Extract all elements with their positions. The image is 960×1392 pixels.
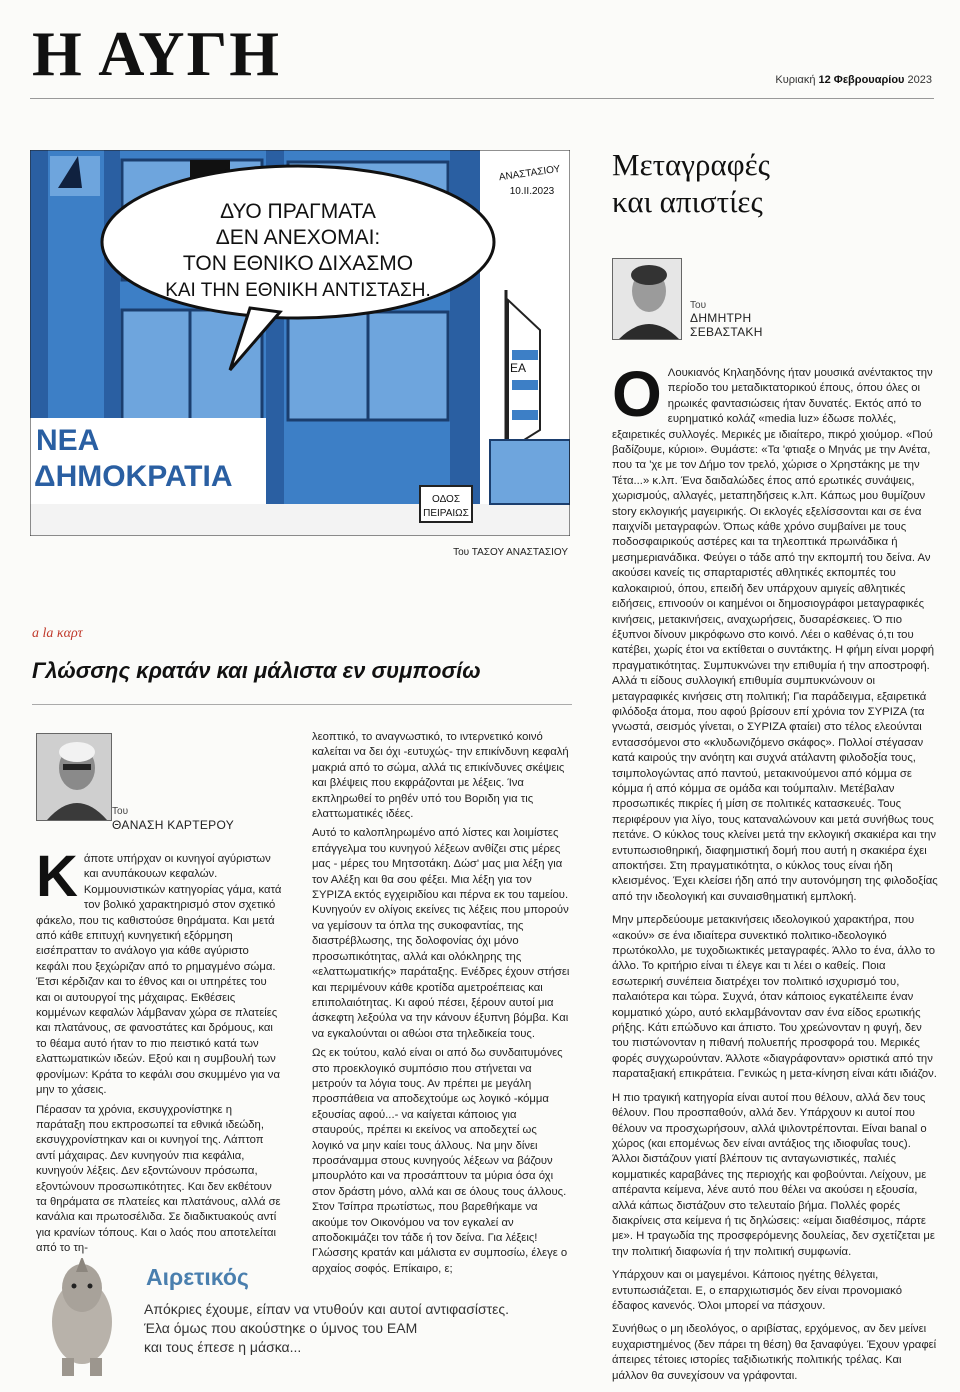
paragraph: Συνήθως ο μη ιδεολόγος, ο αριβίστας, ερχόμενος, αν δεν μείνει ευχαριστημένος (δεν πάρει τη θέση) θα ξαναφύγει. Έχουν γραφεί άπειρες τέτοιες ιστορίες ταξιδιωτικής πολιτικής τρέλας. Και μάλλον θα συνεχίσουν να γράφονται. <box>612 1323 937 1382</box>
author-portrait <box>613 259 681 339</box>
masthead-logo: Η ΑΥΓΗ <box>32 18 281 89</box>
cartoon-credit-pre: Του <box>453 547 470 558</box>
article-left-col2 <box>312 730 570 1281</box>
author-photo-karteros <box>36 733 112 821</box>
cartoon-signature-date: 10.II.2023 <box>509 186 555 197</box>
masthead-rule <box>30 98 934 99</box>
speech-line-2: ΔΕΝ ΑΝΕΧΟΜΑΙ: <box>215 226 381 249</box>
cartoon-drawing <box>30 150 570 536</box>
article-left-col1 <box>36 844 284 1261</box>
paragraph: λεοπτικό, το αναγνωστικό, το ιντερνετικό κοινό καλείται να δει όχι -ευτυχώς- την επικίνδυνη κεφαλή μακριά από το σώμα, αλλά τις επικίνδυνες σκέψεις και βλέψεις που εκφράζονται με λέξεις. Ίνα εκπληρωθεί το ρηθέν υπό του Βοριδη για τις ελαττωματικές ιδέες. <box>312 731 569 821</box>
paragraph: Η πιο τραγική κατηγορία είναι αυτοί που θέλουν, αλλά δεν τους θέλουν. Που προσπαθούν, αλλά δεν. Υπάρχουν κι αυτοί που θέλουν να προσχωρήσουν, αλλά ψιλοντρέπονται. Είναι banal ο χώρος (και επομένως δεν είναι αντάξιος της ιδιοφυΐας τους). Άλλοι διστάζουν γιατί βλέπουν τις ανταγωνιστικές, παλιές κομματικές καραβάνες της περιοχής και φοβούνται. Λείχουν, με απέραντα κείμενα, λένε αυτό που θέλει να ακούσει η εξουσία, αλλά κάπως διστάζουν στο τελευταίο βήμα. Πολλές φορές διακρίνεις στα κείμενα ή τις δηλώσεις: «είμαι διαθέσιμος, πάρτε με». Η τραγωδία της προσφερόμενης δουλείας, δεν σχετίζεται με την πολιτική διαφωνία ή την πολιτική συμφωνία. <box>612 1091 935 1258</box>
cartoon-credit <box>440 547 568 558</box>
sign-line-1: ΝΕΑ <box>36 424 100 457</box>
byline-name <box>690 311 763 339</box>
speech-line-1: ΔΥΟ ΠΡΑΓΜΑΤΑ <box>220 200 376 223</box>
airetikos-title: Αιρετικός <box>146 1264 249 1290</box>
airetikos-text <box>144 1300 564 1357</box>
dropcap: Ο <box>612 358 662 430</box>
byline-name-line-2: ΣΕΒΑΣΤΑΚΗ <box>690 325 763 339</box>
author-photo-sevastakis <box>612 258 682 340</box>
article-headline: Γλώσσης κρατάν και μάλιστα εν συμποσίω <box>32 658 481 683</box>
date-date: 12 Φεβρουαρίου <box>818 74 905 86</box>
sign-line-2: ΔΗΜΟΚΡΑΤΙΑ <box>34 460 233 493</box>
byline-pre: Του <box>112 806 129 817</box>
title-line-2: και απιστίες <box>612 184 763 219</box>
editorial-cartoon <box>30 150 570 536</box>
article-right-body <box>612 358 938 1392</box>
author-portrait <box>37 734 111 820</box>
speech-line-4: ΚΑΙ ΤΗΝ ΕΘΝΙΚΗ ΑΝΤΙΣΤΑΣΗ. <box>165 280 431 301</box>
date-day: Κυριακή <box>775 74 816 86</box>
paragraph-text: άποτε υπήρχαν οι κυνηγοί αγύριστων και ανυπάκουων κεφαλών. Κομμουνιστικών κατηγορίας γάμα, κατά τον βολικό χαρακτηρισμό στον σχετικό φάκελο, που τις καθιστούσε θηράματα. Και μετά από κάθε επιτυχή κυνηγετική εξόρμηση εισέπρατταν το ανάλογο για κάθε αγύριστο κεφάλι που ξεχώριζαν από το ρημαγμένο σώμα. Έτσι κέρδιζαν και το έθνος και οι υπηρέτες του και οι αυτουργοί της μάχαιρας. Εκθέσεις κομμένων κεφαλών λάμβαναν χώρα σε πλατείες και πλατάνους, σε φανοστάτες και δρόμους, και το θέαμα αυτό ήταν το πιο πειστικό κατά των ελαττωματικών ιδεών. Εξού και η συμβουλή των φρονίμων: Κράτα το κεφάλι σου σκυμμένο για να μην το χάσεις. <box>36 853 282 1097</box>
byline-name-line-1: ΔΗΜΗΤΡΗ <box>690 311 752 325</box>
paragraph-text: Λουκιανός Κηλαηδόνης ήταν μουσικά ανέντακτος την περίοδο του μεταδικτατορικού έπους, όπου όλες οι ηρωικές φαντασιώσεις ήταν δυνατές. Εκτός από το ευρηματικό κολάζ «media luz» έδωσε πολλές, εξαιρετικές συλλογές. Μερικές με ιδιαίτερο, πικρό χιούμορ. «Πού βαδίζουμε, κύριοι». Θυμάστε: «Τα 'φτιαξε ο Μηνάς με την Ανέτα, που τα 'χε με τον Δήμο τον τρελό, χώρισε ο Χρηστάκης με την Τέτα...» κ.λπ. Ένα δαιδαλώδες έπος από ερωτικές συνάψεις, χωρισμούς, αλλαγές, μεταπηδήσεις κ.λπ. Κάπως μου θυμίζουν story εκλογικής μαγειρικής. Οι εκλογές εξελίσσονται και σε ένα παιχνίδι μεταγραφών. Όπως κάθε χρόνο συμβαίνει με τους ποδοσφαιρικούς αστέρες και τα τηλεοπτικά πρωινάδικα ή μεσημεριανάδικα. Φεύγει ο τάδε από την εκπομπή του δείνα. Αν ακούσει κανείς τις σπαρταριστές αθλητικές εκπομπές του καλοκαιριού, όπου, επειδή δεν υπάρχουν αμιγείς αθλητικές ειδήσεις, επινοούν οι καημένοι οι δημοσιογράφοι μεταγραφικές κινήσεις, μετακινήσεις, αναχωρήσεις, δυσαρέσκειες. Ό πιο έξυπνοι δίνουν μικρόφωνο στο κοινό. Λέει ο καθένας ό,τι του κατέβει, χωρίς έτοι να εκτίθεται ο συντάκτης. Η φήμη είναι μορφή πραγματικότητας. Συμπυκνώνει την επιθυμία ή την αποστροφή. Αλλά τι είδους συλλογική επιθυμία συμπυκνώνουν οι μεταγραφικές κινήσεις στη πολιτική; Για παράδειγμα, εξαιρετικά φιλόδοξα άτομα, που αφού βρίσουν επί χρόνια τον ΣΥΡΙΖΑ (τα γνωστά, σεισμός γίνεται, ο ΣΥΡΙΖΑ φταίει) στο τέλος ελεούνται εντασσόμενοι στο «κλυδωνιζόμενο σκάφος». Πολλοί στέγασαν κατά καιρούς την ανόητη και συχνά ατάλαντη φιλοδοξία τους, τσιμπολογώντας από παντού, μετακινούμενοι από κόμμα σε κόμμα ή από κόμμα σε ομάδα και τούμπαλιν. Μετέβαλαν προσωπικές πικρίες ή μίση σε πολιτικές κατασκευές. Τους περιφέρουν για λίγο, τους καταναλώνουν και μετά συνήθως τους πετάνε. Ο κύκλος τους κλείνει μετά την εκλογική σκακιέρα και την εντυπωσιοθηρική, διαφημιστική δομή που αυτή η σκακιέρα έχει αποκτήσει. Στη πραγματικότητα, ο κύκλος τους είναι ήδη κλεισμένος. Έχει κλείσει ήδη από την αυτονόμηση της φιλοδοξίας από την ιδεολογική και συναισθηματική εμπλοκή. <box>612 367 938 903</box>
dateline <box>775 74 932 86</box>
title-line-1: Μεταγραφές <box>612 147 770 182</box>
dropcap: Κ <box>36 844 78 909</box>
speech-line-3: ΤΟΝ ΕΘΝΙΚΟ ΔΙΧΑΣΜΟ <box>182 252 414 275</box>
right-article-title <box>612 146 932 220</box>
byline-name: ΘΑΝΑΣΗ ΚΑΡΤΕΡΟΥ <box>112 818 235 832</box>
airetikos-line-2: Έλα όμως που ακούστηκε ο ύμνος του ΕΑΜ <box>144 1320 418 1336</box>
paragraph <box>612 358 938 905</box>
cartoon-credit-name: ΤΑΣΟΥ ΑΝΑΣΤΑΣΙΟΥ <box>471 547 568 558</box>
cartoon-signature: ΑΝΑΣΤΑΣΙΟΥ <box>498 163 562 184</box>
paragraph: Αυτό το καλοπληρωμένο από λίστες και λοιμίστες επάγγελμα του κυνηγού λέξεων ανθίζει στις μέρες μας - μέρες του Μητσοτάκη. Δώσ' μας μια λέξη για τον Αλέξη και θα σου φέξει. Μια λέξη για τον ΣΥΡΙΖΑ εκτός εγχειριδίου και πέρνα εκ του ταμείου. Κυνηγούν εν ολίγοις εκείνες τις λέξεις που μπορούν να γεμίσουν τα όπλα της συκοφαντίας, της διαστρέβλωσης, της δολοφονίας όχι μόνο προσωπικότητας, αλλά και ολόκληρης της «ελαττωματικής» παράταξης. Ενέδρες έχουν στήσει και περιμένουν κάθε κροτίδα αμετροέπειας και επιπολαιότητας. Κι αφού πέσει, ξέρουν αυτοί μια άσκεφτη λεξούλα να την κάνουν έξυπνη βόμβα. Και να εγκαλούνται οι αθώοι στα τηλεδικεία τους. <box>312 827 570 1040</box>
byline-pre: Του <box>690 300 707 311</box>
street-line-1: ΟΔΟΣ <box>432 494 460 505</box>
headline-rule <box>32 704 572 705</box>
street-line-2: ΠΕΙΡΑΙΩΣ <box>423 508 469 519</box>
date-year: 2023 <box>907 74 932 86</box>
paragraph: Πέρασαν τα χρόνια, εκσυγχρονίστηκε η παράταξη που εκπροσωπεί τα εθνικά ιδεώδη, εκσυγχρονίστηκαν και οι κυνηγοί της. Λάπτοπ αντί μάχαιρας. Δεν κυνηγούν πια κεφάλια, κυνηγούν λέξεις. Δεν εξοντώνουν πρόσωπα, εξοντώνουν προσωπικότητες. Και δεν εκθέτουν τα θηράματα σε πλατείες και πλατάνους, αλλά σε κανάλια και πρωτοσέλιδα. Σε διαδικτυακούς αντί για κρανίων τόπους. Και ο λαός που αποτελείται από το τη- <box>36 1103 281 1255</box>
paragraph: Υπάρχουν και οι μαγεμένοι. Κάποιος ηγέτης θέλγεται, εντυπωσιάζεται. Ε, ο επαρχιωτισμός δεν είναι προνομιακό έδαφος κανενός. Όλοι μπορεί να πάσχουν. <box>612 1269 902 1312</box>
airetikos-line-1: Απόκριες έχουμε, είπαν να ντυθούν και αυτοί αντιφασίστες. <box>144 1301 510 1317</box>
paragraph <box>36 844 284 1099</box>
column-kicker: a la καρτ <box>32 626 83 641</box>
paragraph: Μην μπερδεύουμε μετακινήσεις ιδεολογικού χαρακτήρα, που «ακούν» σε ένα ιδιαίτερα συνεκτικό πολιτικο-ιδεολογικό πρωτόκολλο, με τυχοδιωκτικές μεταγραφές. Άλλο το ένα, άλλο το άλλο. Το κριτήριο είναι τι έλεγε και τι λέει ο καθείς. Ποια εσωτερική συνέπεια διατρέχει τον πολιτικό ισχυρισμό του, παλαιότερα και τώρα. Συχνά, όταν κάποιος εγκατέλειπε έναν κομματικό χώρο, αυτό εκλαμβάνονταν σαν ένα είδος ερωτικής ρήξης. Κάτι επώδυνο και άπιστο. Του χρεώνονταν η φυγή, δεν του πιστώνονταν η πιθανή πολυεπής προσφορά του. Μερικές φορές συγχωρούνταν. Άλλοτε «διαγράφονταν» οριστικά από την παραταξιακή επικράτεια. Γενικώς η μετα-κίνηση είναι κάτι ιδιάζον. <box>612 914 937 1081</box>
flag-text: ΕΑ <box>510 361 527 375</box>
paragraph: Ως εκ τούτου, καλό είναι οι από δω συνδαιτυμόνες στο προεκλογικό συμπόσιο που στήνεται να μετρούν τα λόγια τους. Αν πρέπει με μεγάλη προσπάθεια να αποδεχτούμε ως λογικό -κόμμα εξουσίας αφού...- να καίγεται κάποιος για σταυρούς, πρέπει κι εκείνος να αποδεχτεί ως λογικό να μην καίει τους άλλους. Να μην δίνει προσάναμμα στους κυνηγούς λέξεων να βάζουν μπουρλότο και να προσάπτουν τα μύρια όσα όχι στον δράστη μόνο, αλλά και σε όλους τους άλλους. Στον Τσίπρα πρωτίστως, που βαρεθήκαμε να ακούμε τον Οικονόμου να τον εγκαλεί αν αποδοκιμάζει τον τάδε ή τον δείνα. Για λέξεις! Γλώσσης κρατάν και μάλιστα εν συμποσίω, έλεγε ο αρχαίος σοφός. Επίκαιρο, ε; <box>312 1047 568 1275</box>
airetikos-line-3: και τους έπεσε η μάσκα... <box>144 1339 302 1355</box>
rhino-icon <box>32 1258 132 1378</box>
